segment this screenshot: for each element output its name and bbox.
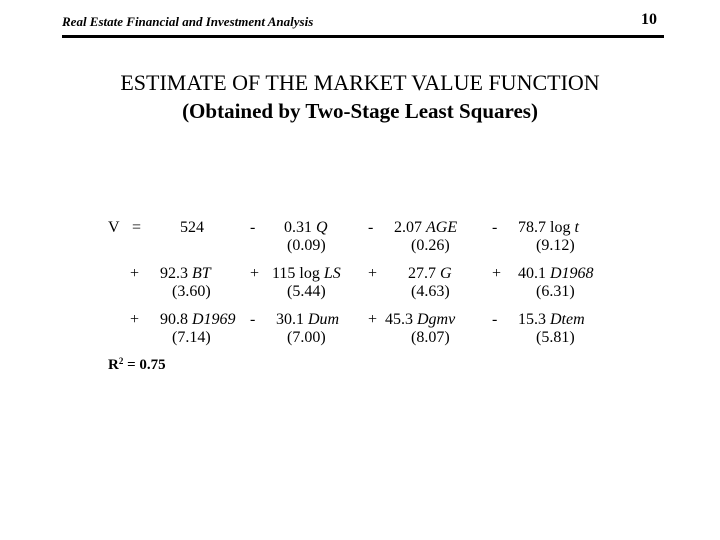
operator-sign: +: [492, 265, 502, 282]
r-squared-label: R: [108, 357, 119, 373]
r-squared: [108, 356, 166, 374]
term-variable: Dgmv: [417, 311, 456, 328]
operator-sign: -: [250, 311, 256, 328]
term-log: log: [550, 219, 571, 236]
term-coefficient: 90.8: [160, 311, 188, 328]
term-variable: AGE: [426, 219, 458, 236]
operator-sign: +: [130, 311, 140, 328]
standard-error: (7.00): [287, 329, 326, 346]
standard-error: (7.14): [172, 329, 211, 346]
operator-sign: +: [368, 265, 378, 282]
term-coefficient: 40.1: [518, 265, 546, 282]
operator-sign: -: [368, 219, 374, 236]
term-coefficient: 78.7: [518, 219, 546, 236]
term-coefficient: 45.3: [385, 311, 413, 328]
term-variable: LS: [323, 265, 341, 282]
header-rule: [62, 35, 664, 38]
term-coefficient: 27.7: [408, 265, 436, 282]
standard-error: (5.44): [287, 283, 326, 300]
equation-term: [276, 311, 339, 329]
operator-sign: -: [250, 219, 256, 236]
operator-sign: +: [250, 265, 260, 282]
equation-term: [272, 265, 341, 283]
term-variable: BT: [192, 265, 211, 282]
equation-lhs: V: [108, 219, 120, 236]
term-variable: Dum: [308, 311, 340, 328]
term-variable: D1968: [550, 265, 594, 282]
term-variable: t: [574, 219, 579, 236]
operator-sign: +: [368, 311, 378, 328]
page-number: 10: [641, 11, 657, 28]
term-variable: D1969: [192, 311, 236, 328]
equation-term: [408, 265, 452, 283]
slide-title-line2: (Obtained by Two-Stage Least Squares): [182, 99, 538, 123]
r-squared-sup: 2: [118, 356, 124, 366]
slide-title-line1: ESTIMATE OF THE MARKET VALUE FUNCTION: [120, 70, 600, 95]
equation-term: [394, 219, 457, 237]
term-coefficient: 2.07: [394, 219, 422, 236]
standard-error: (0.26): [411, 237, 450, 254]
operator-sign: +: [130, 265, 140, 282]
equation-term: [518, 311, 585, 329]
term-variable: Q: [316, 219, 328, 236]
standard-error: (0.09): [287, 237, 326, 254]
standard-error: (5.81): [536, 329, 575, 346]
term-variable: Dtem: [550, 311, 585, 328]
equation-term: [180, 219, 204, 237]
term-coefficient: 15.3: [518, 311, 546, 328]
equation-term: [160, 265, 211, 283]
operator-sign: -: [492, 311, 498, 328]
header-title: Real Estate Financial and Investment Analysis: [62, 14, 314, 29]
equation-term: [385, 311, 455, 329]
equation-term: [518, 265, 594, 283]
standard-error: (6.31): [536, 283, 575, 300]
standard-error: (9.12): [536, 237, 575, 254]
term-coefficient: 0.31: [284, 219, 312, 236]
term-coefficient: 115: [272, 265, 296, 282]
term-coefficient: 92.3: [160, 265, 188, 282]
term-variable: G: [440, 265, 452, 282]
standard-error: (8.07): [411, 329, 450, 346]
slide-title: [0, 68, 720, 126]
operator-sign: -: [492, 219, 498, 236]
standard-error: (3.60): [172, 283, 211, 300]
r-squared-value: = 0.75: [127, 357, 166, 373]
equation-term: [284, 219, 328, 237]
term-coefficient: 524: [180, 219, 204, 236]
equation-term: [160, 311, 236, 329]
equation-equals: =: [132, 219, 142, 236]
standard-error: (4.63): [411, 283, 450, 300]
term-log: log: [299, 265, 320, 282]
term-coefficient: 30.1: [276, 311, 304, 328]
equation-term: [518, 219, 579, 237]
